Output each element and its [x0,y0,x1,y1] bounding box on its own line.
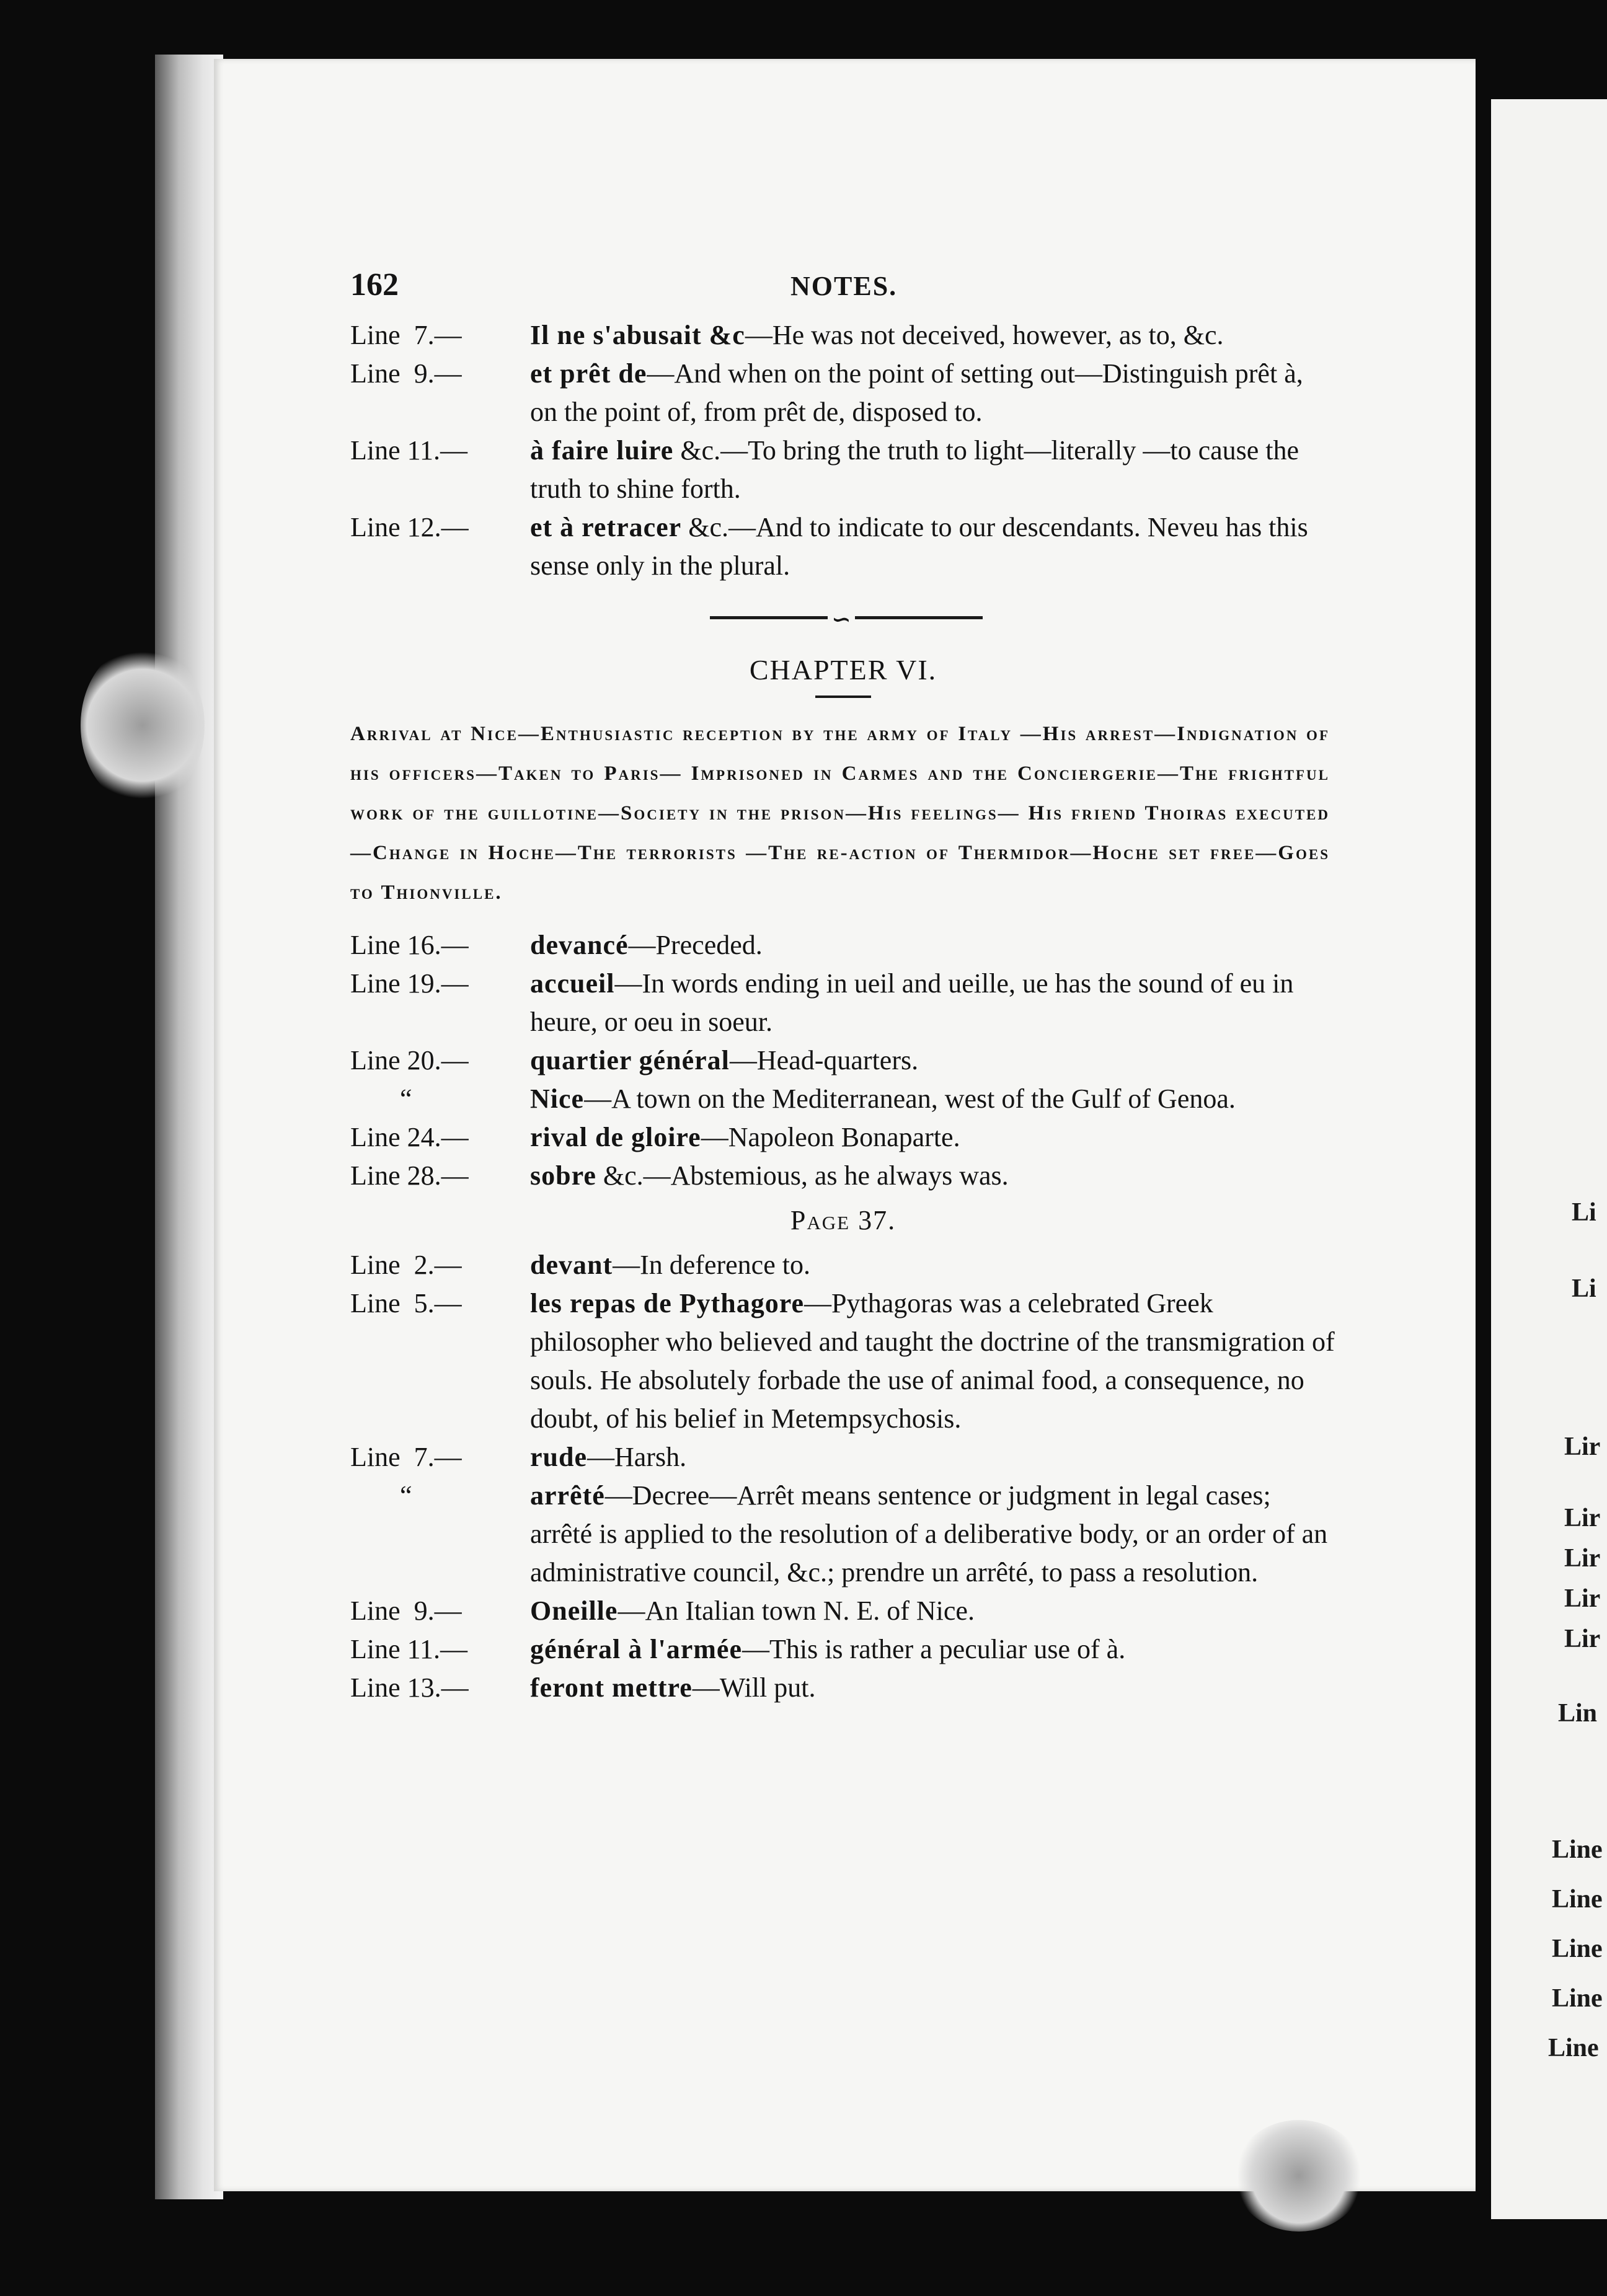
note-gloss: —An Italian town N. E. of Nice. [618,1596,975,1626]
note-line-reference: Line 5.— [350,1288,462,1318]
note-line-reference: Line 9.— [350,358,462,389]
note-headword: et à retracer [530,512,682,542]
note-entry [350,965,1336,1041]
note-line-reference: Line 7.— [350,320,462,350]
note-gloss: —Pythagoras was a celebrated Greek philosopher who believed and taught the doctrine of the transmigration of souls. He absolutely forbade the use of animal food, a consequence, no doubt, of his belief in Metempsychosis. [530,1288,1335,1434]
note-gloss: —In words ending in ueil and ueille, ue has the sound of eu in heure, or oeu in soeur. [530,968,1294,1037]
note-entry [350,1080,1336,1118]
swash-ornament-icon: ∽ [828,605,855,634]
facing-page-fragment: Line [1552,1835,1603,1864]
paper-stain [81,645,205,806]
note-line-reference: Line 12.— [350,512,469,542]
facing-page-fragment: Line [1552,1885,1603,1914]
note-entry [350,1592,1336,1630]
facing-page-fragment: Lir [1564,1433,1601,1461]
note-gloss: —And when on the point of setting out—Distinguish prêt à, on the point of, from prêt de, disposed to. [530,358,1303,427]
notes-list-page [350,1246,1336,1707]
note-entry [350,1669,1336,1707]
note-gloss: —Napoleon Bonaparte. [701,1122,960,1152]
note-headword: accueil [530,968,615,999]
page-number: 162 [350,267,399,302]
note-entry [350,1246,1336,1284]
note-entry [350,431,1336,508]
note-line-reference: Line 11.— [350,1634,467,1664]
note-gloss: —Decree—Arrêt means sentence or judgment in legal cases; arrêté is applied to the resolution of a deliberative body, or an order of an administrative council, &c.; prendre un arrêté, to pass a resolution. [530,1480,1328,1587]
note-line-reference: Line 13.— [350,1672,469,1703]
note-entry [350,1438,1336,1477]
note-headword: Oneille [530,1596,618,1626]
running-head [350,267,1336,316]
note-headword: rival de gloire [530,1122,701,1152]
note-headword: les repas de Pythagore [530,1288,804,1318]
note-entry [350,926,1336,965]
note-line-reference: Line 20.— [350,1045,469,1075]
note-entry [350,1157,1336,1195]
note-headword: sobre [530,1160,596,1191]
note-gloss: —He was not deceived, however, as to, &c. [745,320,1224,350]
note-line-reference: Line 24.— [350,1122,469,1152]
book-spine-shadow [155,55,223,2199]
note-entry [350,1630,1336,1669]
note-line-reference: Line 9.— [350,1596,462,1626]
paper-stain [1234,2120,1364,2232]
note-gloss: &c.—To bring the truth to light—literally —to cause the truth to shine forth. [530,435,1299,504]
facing-page-fragment: Lir [1564,1504,1601,1532]
facing-page-edge [1491,99,1607,2219]
note-line-reference: Line 19.— [350,968,469,999]
note-line-reference: “ [400,1480,412,1511]
note-line-reference: Line 2.— [350,1250,462,1280]
note-entry [350,1284,1336,1438]
page-subheading: Page 37. [790,1205,896,1235]
note-line-reference: Line 7.— [350,1442,462,1472]
chapter-summary: Arrival at Nice—Enthusiastic reception by the army of Italy —His arrest—Indignation of his officers—Taken to Paris— Imprisoned in Carmes and the Conciergerie—The frightful work of the guillotine—Society in the prison—His feelings— His friend Thoiras executed—Change in Hoche—The terrorists —The re-action of Thermidor—Hoche set free—Goes to Thionville. [350,723,1330,904]
note-entry [350,1118,1336,1157]
note-headword: devant [530,1250,613,1280]
note-gloss: —Harsh. [587,1442,687,1472]
facing-page-fragment: Lir [1564,1544,1601,1573]
note-line-reference: “ [400,1084,412,1114]
note-entry [350,316,1336,355]
facing-page-fragment: Lir [1564,1584,1601,1613]
note-headword: feront mettre [530,1672,693,1703]
note-headword: général à l'armée [530,1634,742,1664]
note-entry [350,1041,1336,1080]
note-gloss: —Will put. [692,1672,816,1703]
page-content [350,267,1336,1707]
note-headword: Il ne s'abusait &c [530,320,745,350]
note-gloss: —Preceded. [628,930,763,960]
note-gloss: —A town on the Mediterranean, west of the Gulf of Genoa. [584,1084,1236,1114]
note-headword: et prêt de [530,358,647,389]
note-gloss: —This is rather a peculiar use of à. [742,1634,1126,1664]
note-entry [350,508,1336,585]
facing-page-fragment: Line [1548,2034,1599,2062]
note-entry [350,1477,1336,1592]
note-headword: rude [530,1442,587,1472]
facing-page-fragment: Li [1572,1274,1596,1303]
note-gloss: &c.—And to indicate to our descendants. Neveu has this sense only in the plural. [530,512,1308,581]
note-gloss: &c.—Abstemious, as he always was. [596,1160,1009,1191]
running-title: NOTES. [790,271,898,301]
note-entry [350,355,1336,431]
facing-page-fragment: Lin [1558,1699,1598,1728]
facing-page-fragment: Lir [1564,1625,1601,1653]
note-headword: arrêté [530,1480,605,1511]
note-headword: Nice [530,1084,585,1114]
chapter-heading: CHAPTER VI. [749,654,937,686]
facing-page-fragment: Line [1552,1984,1603,2013]
note-headword: à faire luire [530,435,674,466]
chapter-rule [815,695,871,698]
note-headword: quartier général [530,1045,730,1075]
notes-list-chapter [350,926,1336,1195]
note-line-reference: Line 16.— [350,930,469,960]
section-ornament-divider [350,596,1336,640]
facing-page-fragment: Li [1572,1198,1596,1227]
notes-list-top [350,316,1336,585]
note-line-reference: Line 28.— [350,1160,469,1191]
note-line-reference: Line 11.— [350,435,467,466]
note-gloss: —In deference to. [613,1250,810,1280]
note-gloss: —Head-quarters. [729,1045,919,1075]
note-headword: devancé [530,930,629,960]
facing-page-fragment: Line [1552,1935,1603,1963]
